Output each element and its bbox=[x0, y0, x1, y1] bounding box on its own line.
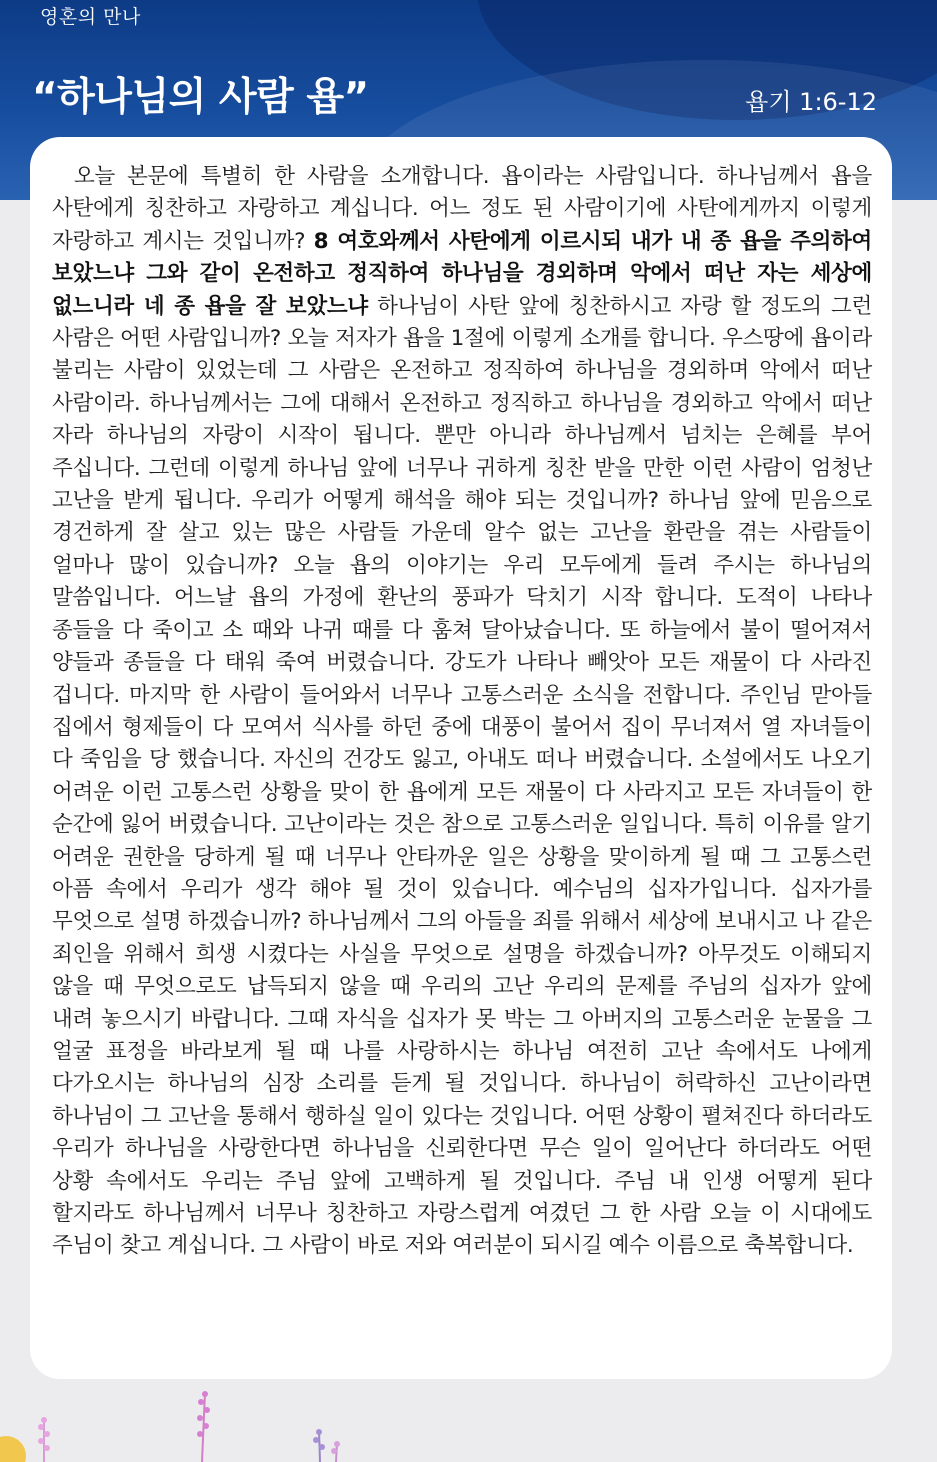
yellow-flower-icon bbox=[0, 1436, 26, 1462]
lavender-sprig-icon bbox=[197, 1391, 210, 1462]
lavender-sprig-icon bbox=[313, 1429, 325, 1462]
scripture-quote: 8 여호와께서 사탄에게 이르시되 내가 내 종 욥을 주의하여 보았느냐 그와 같이 온전하고 정직하여 하나님을 경외하며 악에서 떠난 자는 세상에 없느니라 네 종 욥을 잘 보았느냐 bbox=[52, 228, 872, 319]
article-body bbox=[52, 161, 872, 1263]
section-label: 영혼의 만나 bbox=[40, 6, 141, 28]
scripture-reference: 욥기 1:6-12 bbox=[745, 88, 877, 116]
article-text-intro: 오늘 본문에 특별히 한 사람을 소개합니다. 욥이라는 사람입니다. 하나님께서 욥을 사탄에게 칭찬하고 자랑하고 계십니다. 어느 정도 된 사람이기에 사탄에게까지 이렇게 자랑하고 계시는 것입니까? bbox=[52, 164, 872, 254]
page-title: “하나님의 사람 욥” bbox=[32, 75, 369, 120]
lavender-sprig-icon bbox=[38, 1417, 50, 1462]
article-text-main: 하나님이 사탄 앞에 칭찬하시고 자랑 할 정도의 그런 사람은 어떤 사람입니까? 오늘 저자가 욥을 1절에 이렇게 소개를 합니다. 우스땅에 욥이라 불리는 사람이 있었는데 그 사람은 온전하고 정직하여 하나님을 경외하며 악에서 떠난 사람이라. 하나님께서는 그에 대해서 온전하고 정직하고 하나님을 경외하고 악에서 떠난 자라 하나님의 자랑이 시작이 됩니다. 뿐만 아니라 하나님께서 넘치는 은혜를 부어 주십니다. 그런데 이렇게 하나님 앞에 너무나 귀하게 칭찬 받을 만한 이런 사람이 엄청난 고난을 받게 됩니다. 우리가 어떻게 해석을 해야 되는 것입니까? 하나님 앞에 믿음으로 경건하게 잘 살고 있는 많은 사람들 가운데 알수 없는 고난을 환란을 겪는 사람들이 얼마나 많이 있습니까? 오늘 욥의 이야기는 우리 모두에게 들려 주시는 하나님의 말씀입니다. 어느날 욥의 가정에 환난의 풍파가 닥치기 시작 합니다. 도적이 나타나 종들을 다 죽이고 소 때와 나귀 때를 다 훔쳐 달아났습니다. 또 하늘에서 불이 떨어져서 양들과 종들을 다 태워 죽여 버렸습니다. 강도가 나타나 빼앗아 모든 재물이 다 사라진 겁니다. 마지막 한 사람이 들어와서 너무나 고통스러운 소식을 전합니다. 주인님 맏아들 집에서 형제들이 다 모여서 식사를 하던 중에 대풍이 불어서 집이 무너져서 열 자녀들이 다 죽임을 당 했습니다. 자신의 건강도 잃고, 아내도 떠나 버렸습니다. 소설에서도 나오기 어려운 이런 고통스런 상황을 맞이 한 욥에게 모든 재물이 다 사라지고 모든 자녀들이 한 순간에 잃어 버렸습니다. 고난이라는 것은 참으로 고통스러운 일입니다. 특히 이유를 알기 어려운 권한을 당하게 될 때 너무나 안타까운 일은 상황을 맞이하게 될 때 그 고통스런 아픔 속에서 우리가 생각 해야 될 것이 있습니다. 예수님의 십자가입니다. 십자가를 무엇으로 설명 하겠습니까? 하나님께서 그의 아들을 죄를 위해서 세상에 보내시고 나 같은 죄인을 위해서 희생 시켰다는 사실을 무엇으로 설명을 하겠습니까? 아무것도 이해되지 않을 때 무엇으로도 납득되지 않을 때 우리의 고난 우리의 문제를 주님의 십자가 앞에 내려 놓으시기 바랍니다. 그때 자식을 십자가 못 박는 그 아버지의 고통스러운 눈물을 그 얼굴 표정을 바라보게 될 때 나를 사랑하시는 하나님 여전히 고난 속에서도 나에게 다가오시는 하나님의 심장 소리를 듣게 될 것입니다. 하나님이 허락하신 고난이라면 하나님이 그 고난을 통해서 행하실 일이 있다는 것입니다. 어떤 상황이 펼쳐진다 하더라도 우리가 하나님을 사랑한다면 하나님을 신뢰한다면 무슨 일이 일어난다 하더라도 어떤 상황 속에서도 우리는 주님 앞에 고백하게 될 것입니다. 주님 내 인생 어떻게 된다 할지라도 하나님께서 너무나 칭찬하고 자랑스럽게 여겼던 그 한 사람 오늘 이 시대에도 주님이 찾고 계십니다. 그 사람이 바로 저와 여러분이 되시길 예수 이름으로 축복합니다. bbox=[52, 293, 872, 1259]
lavender-sprig-icon bbox=[331, 1441, 340, 1462]
article-card bbox=[30, 137, 892, 1379]
flower-decoration bbox=[0, 1380, 937, 1462]
